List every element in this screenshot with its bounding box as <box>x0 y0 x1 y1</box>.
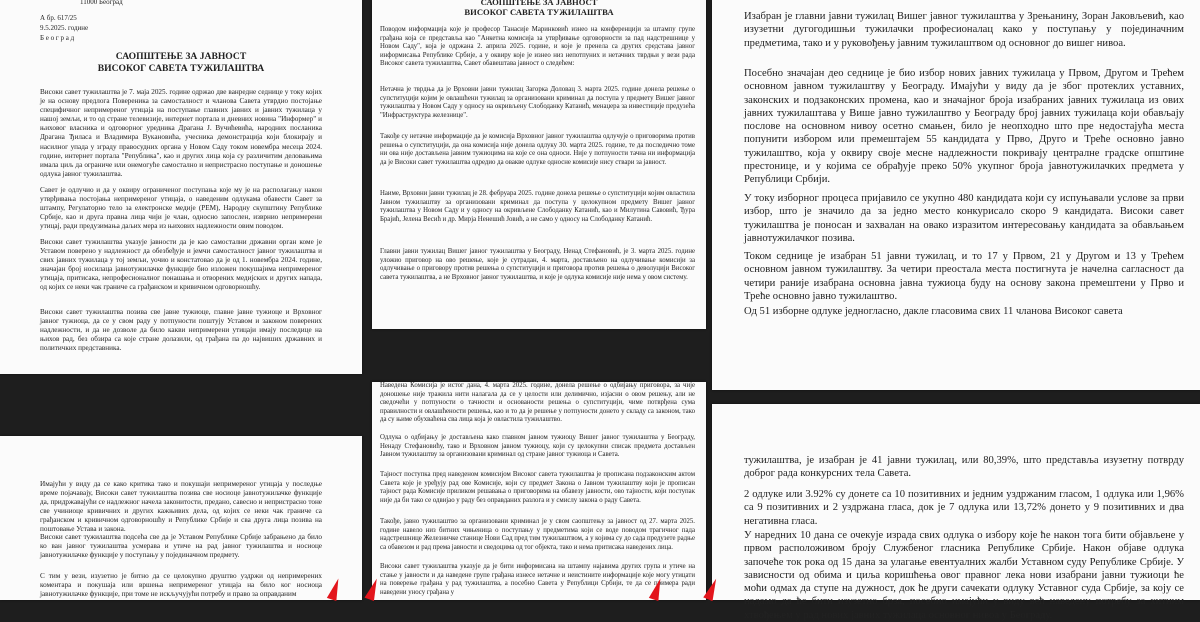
paragraph-4: Високи савет тужилаштва позива све јавне тужиоце, главне јавне тужиоце и Врховног јавног тужиоца, да се у свом раду у потпуности поштују Уставом и законом поверених надлежности, и да не дозволе да било какви непримерени утицаји имају последице на њихов рад, без обзира са које стране долазили, од грађана па до највиших државних и политичких представника. <box>40 308 322 353</box>
paragraph-2: Одлука о одбијању је достављена како главном јавном тужиоцу Вишег јавног тужилаштва у Београду, Ненаду Стефановићу, тако и Врховном јавном тужиоцу, који су целокупни списак предмета достављен Јавном тужилаштву за организовани криминал од стране јавног тужиоца и Савета. <box>380 434 695 459</box>
header-address: 11000 Београд <box>80 0 123 6</box>
paragraph-5: Главни јавни тужилац Вишег јавног тужилаштва у Београду, Ненад Стефановић, је 3. марта 2025. године уложио приговор на ово решење, које је сутрадан, 4. марта, достављено на одлучивање комисији за одлучивање о приговору против решења о супституцији и приговора против решења о деволуцији Високог савета тужилаштва, а не Врховног јавног тужилаштва, и које је одлука комисије није нема у овом систему. <box>380 248 695 281</box>
paragraph-1: тужилаштва, је изабран је 41 јавни тужилац, или 80,39%, што представља изузетну потврду доброг рада конкурсних тела Савета. <box>744 455 1184 480</box>
page-title: САОПШТЕЊЕ ЗА ЈАВНОСТ <box>115 51 247 62</box>
paragraph-3: Такође су нетачне информације да је комисија Врховног јавног тужилаштва одлучује о приговорима против решења о супституцији, да она комисија није донела одлуку 30. марта 2025. године, те да последично томе ни ова није достављена јавним тужиоцима на које се она односи. Није у потпуности тачна ни информација да је Високи савет тужилаштва одредио да овакве одлуке односне комисије нису ствари за јавност. <box>380 133 695 166</box>
paragraph-4: Такође, јавно тужилаштво за организовани криминал је у свом саопштењу за јавност од 27. марта 2025. године навело низ битних чињеница о поступању у предметима који се воде поводом трагичног пада надстрешнице Железничке станице Нови Сад пред тим тужилаштвом, а у којима су до сада предузете радње са обавезом и рад према јавности и сведоцима од тог објекта, тако и нема притисака наведених лица. <box>380 518 695 551</box>
document-page-5 <box>372 382 706 600</box>
paragraph-1: Високи савет тужилаштва је 7. маја 2025. године одржао две ванредне седнице у току којих је на основу предлога Повереника за самосталност и чланова Савета утврдио постојање специфичног непримереног утицаја на поступање главних јавних и јавних тужилаца у нашој земљи, и то од стране телевизије, интернет портала и дневних новина "Информер" и њиховог власника и одговорног уредника Драгана Ј. Вучићевића, народних посланика Драгана Ђиласа и Владимира Вукановића, учесника демонстрација који блокирају и насилнoг упада у зграду правосудних органа у Новом Саду током новембра месеца 2024. године, интернет портала "Република", као и других лица која су различитим деловањима имала циљ да ограниче или онемогуће самостално и непристрасно поступање и доношење одлука јавног тужилаштва. <box>40 88 322 178</box>
paragraph-3: Тајност поступка пред наведеном комисијом Високог савета тужилаштва је прописана подзаконским актом Савета које је уређују рад ове Комисије, који су предмет Закона о Јавном тужилаштву који је прописан тајност рада Комисије приликом решавања о приговорима на обавезу јавности, ово тајности, који поступак није да би тако се одвијао у раду без оправданих разлога и у смислу закона о раду Савета. <box>380 471 695 504</box>
header-date: 9.5.2025. године <box>40 24 89 32</box>
page-subtitle: ВИСОКОГ САВЕТА ТУЖИЛАШТВА <box>97 63 265 74</box>
document-page-1 <box>0 0 362 374</box>
paragraph-1: Поводом информација које је професор Танасије Маринковић изнео на конференцији за штампу групе грађана која се представља као "Анкетна комисија за утврђивање одговорности за пад надстрешнице у Новом Саду", која је одржана 2. априла 2025. године, и које је пренела са других средстава јавног информисања Републике Србије, а у оквиру које је изнео низ непотпуних и нетачних тврдњи у вези рада Високог савета тужилаштва, Савет обавештава јавност о следећем: <box>380 26 695 68</box>
paragraph-3: Високи савет тужилаштва указује јавности да је као самостални државни орган коме је Уставом поверено у надлежност да обезбеђује и јемчи самосталност јавног тужилаштва и свих јавних тужилаца у тој земљи, уочио и констатовао да је од 1. новембра 2024. године, значајан број носилаца јавнотужилачке функције био изложен покушајима непримереног утицаја, притисака, непрофесионалног понашања и отворених медијских и других напада, од којих се неки чак граниче са грађанском и кривичном одговорношћу. <box>40 238 322 292</box>
paragraph-1: Изабран је главни јавни тужилац Вишег јавног тужилаштва у Зрењанину, Зоран Јаковљевић, као изузетни дугогодишњи тужилачки професионалац како у поступању у појединачним предметима, тако и у руковођењу јавним тужилаштвом од основног до вишег нивоа. <box>744 11 1184 49</box>
header-city: Б е о г р а д <box>40 34 75 42</box>
red-marker <box>365 577 382 601</box>
red-marker <box>327 577 343 601</box>
paragraph-3: У току изборног процеса пријавило се укупно 480 кандидата који су испуњавали услове за први избор, што је значило да за једно место конкурисало скоро 9 кандидата. Високи савет тужилаштва је поносан и захвалан на овако изразитом интересовању кандидата за обављањем јавнотужилачког позива. <box>744 193 1184 244</box>
paragraph-2: 2 одлуке или 3.92% су донете са 10 позитивних и једним уздржаним гласом, 1 одлука или 1,96% са 9 позитивних и 2 уздржана гласа, док је 7 одлука или 13,72% донето у 9 позитивних и два негативна гласа. <box>744 489 1184 527</box>
header-number: А бр. 617/25 <box>40 14 77 22</box>
paragraph-2: Посебно значајан део седнице је био избор нових јавних тужилаца у Првом, Другом и Трећем основном јавном тужилаштву у Београду. Имајући у виду да је због протеклих уставних, законских и подзаконских промена, као и значајног броја изабраних јавних тужилаца из ових јавних тужилаштава у Више јавно тужилаштво у Београду број јавних тужилаца који обављају послове на основном нивоу осетно смањен, било је неопходно што пре недостајућа места попунити избором или премештајем 55 кандидата у Прво, Друго и Треће основно јавно тужилаштво, која у оквиру своје месне надлежности покривају централне градске општине престонице, и у којима се обрађује преко 50% укупног броја јавнотужилачких предмета у Републици Србији. <box>744 68 1184 186</box>
paragraph-2: Нетачна је тврдња да је Врховни јавни тужилац Загорка Доловац 3. марта 2025. године донела решење о супституцији којим је овлашћени тужилац за организовани криминал да поступа у предмету Вишег јавног тужилаштва у Новом Саду у односу на окривљену Слободанку Катанић, менаџера за инвестиције предузећа "Инфраструктура железнице". <box>380 86 695 119</box>
paragraph-1: Наведена Комисија је истог дана, 4. марта 2025. године, донела решење о одбијању приговора, за чије доношење није тражила нити налагала да се у целости или делимично, изјасни о овом решењу, али не сведочећи у потпуности о тачности и основаности решења о супституцији, чиме потврђена сума правилности и овлашћености решења, као и то да је решење у потпуности донето у складу са законом, тако да су њиме обухваћена сва лица која је овластила тужилаштво. <box>380 382 695 424</box>
paragraph-2: Савет је одлучио и да у оквиру ограниченог поступања које му је на располагању након утврђивања постојања непримереног утицаја, о наведеним одлукама обавести Савет за штампу, Регулаторно тело за електронске медије (РЕМ), Народну скупштину Републике Србије, као и друга правна лица чији је члан, односно запослен, изврнио непримерени утицај, ради предузимања даљих мера из њихових надлежности овим поводом. <box>40 186 322 231</box>
paragraph-5: Од 51 изборне одлуке једногласно, дакле гласовима свих 11 чланова Високог савета <box>744 306 1123 317</box>
paragraph-2: Високи савет тужилаштва подсећа све да је Уставом Републике Србије забрањено да било ко ван јавног тужилаштва усмерава и утиче на рад јавног тужилаштва и носиоце јавнотужилачке функције у поступању у појединачном предмету. <box>40 533 322 560</box>
paragraph-3: У наредних 10 дана се очекује израда свих одлука о избору које ће након тога бити објављене у првом расположивом броју Службеног гласника Републике Србије. Након објаве одлука започеће ток рока од 15 дана за улагање евентуалних жалби Уставном суду Републике Србије. У зависности од обима и циља коришћења овог правног лека нови изабрани јавни тужиоци ће моћи одмах да ступе на дужност, док ће други сачекати одлуку Уставног суда Србије, за коју се надамо да ће бити изузетно брза, посебно имајући у виду већ наведену потребу за хитним хтвођењем у рад нових јавних тужилаца основног нивоа у Београду. <box>744 530 1184 621</box>
paragraph-4: Током седнице је изабран 51 јавни тужилац, и то 17 у Првом, 21 у Другом и 13 у Трећем основном јавном тужилаштву. За четири преостала места постигнута је начелна сагласност да четири раније изабрана основна јавна тужиоца буду на основу закона премештени у Прво и Треће основно јавно тужилаштво. <box>744 251 1184 302</box>
document-page-3 <box>712 0 1200 390</box>
paragraph-1: Имајући у виду да се како критика тако и покушаји непримереног утицаја у последње време појачавају, Високи савет тужилаштва позива све носиоце јавнотужилачке функције да, придржавајући се надлежног начела законитости, предано, савесно и непристрасно тоне све учиниоце кривичних и других кажњивих дела, од којих се неки чак граниче са грађанском и кривичном одговорношћу и Републике Србије и сва друга лица позива на поштовање Устава и закона. <box>40 480 322 534</box>
document-page-2 <box>372 0 706 329</box>
paragraph-5: Високи савет тужилаштва указује да је бити информисана на штампу најавима других група и утиче на стање у јавности и да наведене групе грађана изнесе нетачне и неистините информације које могу утицати на поверење грађана у рад тужилаштва, а посебно Савета у Републици Србији, те да се примера ради наведени уносу грађана у <box>380 563 695 596</box>
paragraph-4: Наиме, Врховни јавни тужилац је 28. фебруара 2025. године донела решење о супституцији којим овластила Јавном тужилаштву за организовани криминал да поступа у целокупном предмету Вишег јавног тужилаштва у Новом Саду и у односу на окривљене Слободанку Катанић, као и Милутина Савовић, Ђура Брајић, Јелена Весић и др. Мирја Ненешић Јовић, а не само у односу на Слободанку Катанић. <box>380 190 695 223</box>
page-title: САОПШТЕЊЕ ЗА ЈАВНОСТ <box>480 0 598 7</box>
document-page-4 <box>0 436 362 600</box>
paragraph-3: С тим у вези, изузетно је битно да се целокупно друштво уздржи од непримерених коментара и покушаја или вршења непримереног утицаја на било ког носиоца јавнотужилачке функције, при томе не искључујући потребу и право за оправданим <box>40 572 322 599</box>
page-subtitle: ВИСОКОГ САВЕТА ТУЖИЛАШТВА <box>464 7 614 17</box>
document-page-6 <box>712 404 1200 621</box>
